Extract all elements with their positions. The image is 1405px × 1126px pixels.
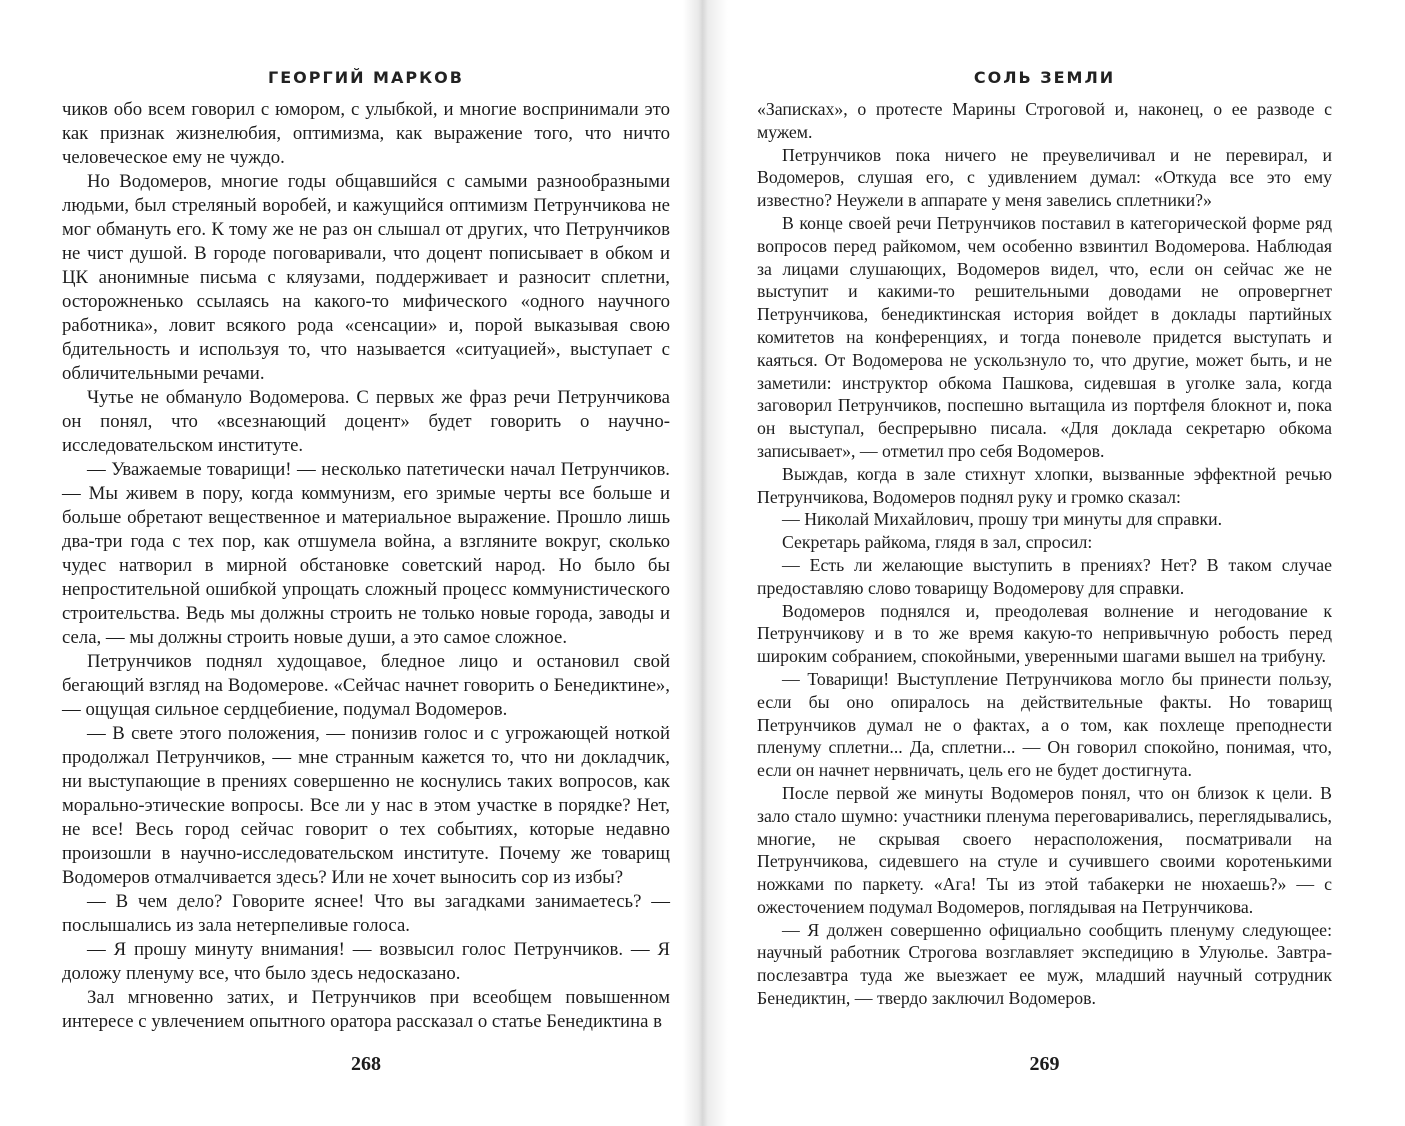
paragraph: Чутье не обмануло Водомерова. С первых же фраз речи Петрунчикова он понял, что «всезнающий доцент» будет говорить о научно-исследовательском институте. <box>62 387 670 456</box>
paragraph: «Записках», о протесте Марины Строговой и, наконец, о ее разводе с мужем. <box>757 99 1332 142</box>
page-number-left: 268 <box>351 1053 381 1075</box>
paragraph: Водомеров поднялся и, преодолевая волнение и негодование к Петрунчикову и в то же время какую-то непривычную робость перед широким собранием, спокойными, уверенными шагами вышел на трибуну. <box>757 600 1332 667</box>
paragraph: — В чем дело? Говорите яснее! Что вы загадками занимаетесь? — послышались из зала нетерпеливые голоса. <box>62 891 670 936</box>
paragraph: — Николай Михайлович, прошу три минуты для справки. <box>782 509 1223 530</box>
paragraph: Но Водомеров, многие годы общавшийся с самыми разнообразными людьми, был стреляный воробей, и кажущийся оптимизм Петрунчикова не мог обмануть его. К тому же не раз он слышал от других, что Петрунчиков не чист душой. В городе поговаривали, что доцент пописывает в обком и ЦК анонимные письма с кляузами, поддерживает и разносит сплетни, осторожненько ссылаясь на какого-то мифического «одного научного работника», ловит всякого рода «сенсации» и, порой выказывая свою бдительность и используя то, что называется «ситуацией», выступает с обличительными речами. <box>62 171 670 384</box>
paragraph: Секретарь райкома, глядя в зал, спросил: <box>782 532 1093 553</box>
paragraph: чиков обо всем говорил с юмором, с улыбкой, и многие воспринимали это как признак жизнелюбия, оптимизма, как выражение того, что ничто человеческое ему не чуждо. <box>62 99 670 168</box>
paragraph: Выждав, когда в зале стихнут хлопки, вызванные эффектной речью Петрунчикова, Водомеров поднял руку и громко сказал: <box>757 463 1332 507</box>
paragraph: Петрунчиков пока ничего не преувеличивал и не перевирал, и Водомеров, слушая его, с удивлением думал: «Откуда все это ему известно? Неужели в аппарате у меня завелись сплетники?» <box>757 144 1332 211</box>
paragraph: После первой же минуты Водомеров понял, что он близок к цели. В зало стало шумно: участники пленума переговаривались, переглядывались, многие, не скрывая своего нерасположения, посматривали на Петрунчикова, сидевшего на стуле и сучившего своими коротенькими ножками по паркету. «Ага! Ты из этой табакерки не нюхаешь?» — с ожесточением подумал Водомеров, поглядывая на Петрунчикова. <box>757 782 1332 917</box>
paragraph: — Есть ли желающие выступить в прениях? Нет? В таком случае предоставляю слово товарищу Водомерову для справки. <box>757 554 1332 598</box>
paragraph: — Я прошу минуту внимания! — возвысил голос Петрунчиков. — Я доложу пленуму все, что было здесь недосказано. <box>62 939 670 984</box>
paragraph: — Я должен совершенно официально сообщить пленуму следующее: научный работник Строгова возглавляет экспедицию в Улуюлье. Завтра-послезавтра туда же выезжает ее муж, младший научный сотрудник Бенедиктин, — твердо заключил Водомеров. <box>757 919 1332 1009</box>
paragraph: — В свете этого положения, — понизив голос и с угрожающей ноткой продолжал Петрунчиков, — мне странным кажется то, что ни докладчик, ни выступающие в прениях совершенно не коснулись таких вопросов, как морально-этические вопросы. Все ли у нас в этом участке в порядке? Нет, не все! Весь город сейчас говорит о тех событиях, которые недавно произошли в научно-исследовательском институте. Почему же товарищ Водомеров отмалчивается здесь? Или не хочет выносить сор из избы? <box>62 723 670 888</box>
paragraph: — Уважаемые товарищи! — несколько патетически начал Петрунчиков. — Мы живем в пору, когда коммунизм, его зримые черты все больше и больше обретают вещественное и материальное выражение. Прошло лишь два-три года с тех пор, как отшумела война, а взгляните вокруг, сколько чудес натворил в мирной обстановке советский народ. Но было бы непростительной ошибкой упрощать сложный процесс коммунистического строительства. Ведь мы должны строить не только новые города, заводы и села, — мы должны строить новые души, а это самое сложное. <box>62 459 670 648</box>
paragraph: Петрунчиков поднял худощавое, бледное лицо и остановил свой бегающий взгляд на Водомерове. «Сейчас начнет говорить о Бенедиктине», — ощущая сильное сердцебиение, подумал Водомеров. <box>62 651 670 720</box>
right-page-text <box>757 98 1332 1010</box>
running-head-author: ГЕОРГИЙ МАРКОВ <box>268 68 464 87</box>
paragraph: Зал мгновенно затих, и Петрунчиков при всеобщем повышенном интересе с увлечением опытного оратора рассказал о статье Бенедиктина в <box>62 987 670 1032</box>
page-number-right: 269 <box>1029 1053 1060 1075</box>
paragraph: — Товарищи! Выступление Петрунчикова могло бы принести пользу, если бы оно опиралось на действительные факты. Но товарищ Петрунчиков думал не о фактах, а о том, как похлеще преподнести пленуму сплетни... Да, сплетни... — Он говорил спокойно, понимая, что, если он начнет нервничать, цель его не будет достигнута. <box>757 668 1332 781</box>
running-head-title: СОЛЬ ЗЕМЛИ <box>973 68 1116 87</box>
paragraph: В конце своей речи Петрунчиков поставил в категорической форме ряд вопросов перед райкомом, чем особенно взвинтил Водомерова. Наблюдая за лицами слушающих, Водомеров видел, что, если он сейчас же не выступит и какими-то решительными доводами не опровергнет Петрунчикова, бенедиктинская история войдет в доклады партийных комитетов на конференциях, и тогда поневоле придется выступать и каяться. От Водомерова не ускользнуло то, что другие, может быть, и не заметили: инструктор обкома Пашкова, сидевшая в уголке зала, когда заговорил Петрунчиков, поспешно вытащила из портфеля блокнот и, пока он выступал, беспрерывно писала. «Для доклада секретарю обкома записывает», — отметил про себя Водомеров. <box>757 212 1332 461</box>
left-page <box>62 0 670 1126</box>
right-page <box>757 0 1332 1126</box>
left-page-text <box>62 98 670 1034</box>
